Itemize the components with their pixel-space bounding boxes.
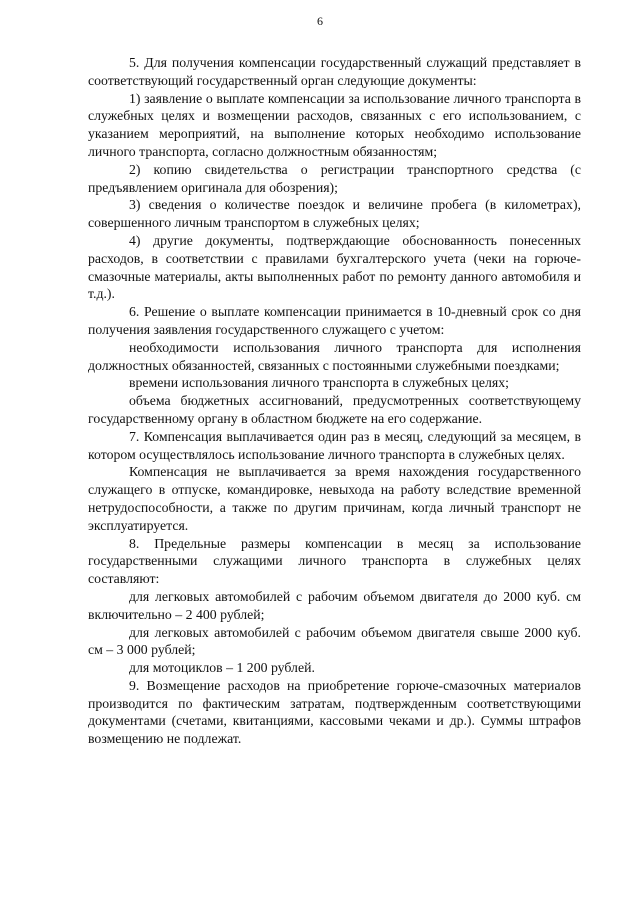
paragraph: для легковых автомобилей с рабочим объемом двигателя до 2000 куб. см включительно – 2 400 рублей; [88,588,581,622]
paragraph: для легковых автомобилей с рабочим объемом двигателя свыше 2000 куб. см – 3 000 рублей; [88,624,581,658]
paragraph: времени использования личного транспорта в служебных целях; [129,375,509,391]
paragraph: Компенсация не выплачивается за время нахождения государственного служащего в отпуске, командировке, невыхода на работу вследствие временной нетрудоспособности, а также по другим причинам, когда личный транспорт не эксплуатируется. [88,464,581,533]
paragraph: 9. Возмещение расходов на приобретение горюче-смазочных материалов производится по фактическим затратам, подтвержденным соответствующими документами (счетами, квитанциями, кассовыми чеками и др.). Суммы штрафов возмещению не подлежат. [88,677,581,747]
paragraph: необходимости использования личного транспорта для исполнения должностных обязанностей, связанных с постоянными служебными поездками; [88,339,581,373]
paragraph: объема бюджетных ассигнований, предусмотренных соответствующему государственному органу в областном бюджете на его содержание. [88,393,581,426]
paragraph: 5. Для получения компенсации государственный служащий представляет в соответствующий государственный орган следующие документы: [88,55,581,88]
paragraph: 6. Решение о выплате компенсации принимается в 10-дневный срок со дня получения заявления государственного служащего с учетом: [88,304,581,337]
paragraph: 7. Компенсация выплачивается один раз в месяц, следующий за месяцем, в котором осуществлялось использование личного транспорта в служебных целях. [88,428,581,462]
paragraph: 2) копию свидетельства о регистрации транспортного средства (с предъявлением оригинала для обозрения); [88,161,581,195]
paragraph: 3) сведения о количестве поездок и величине пробега (в километрах), совершенного личным транспортом в служебных целях; [88,197,581,231]
paragraph: 4) другие документы, подтверждающие обоснованность понесенных расходов, в соответствии с правилами бухгалтерского учета (чеки на горюче-смазочные материалы, акты выполненных работ по ремонту данного автомобиля и т.д.). [88,232,581,302]
paragraph: для мотоциклов – 1 200 рублей. [129,660,315,676]
paragraph: 8. Предельные размеры компенсации в месяц за использование государственными служащими личного транспорта в служебных целях составляют: [88,535,581,587]
document-body [88,54,581,748]
page-number: 6 [317,14,323,28]
paragraph: 1) заявление о выплате компенсации за использование личного транспорта в служебных целях и возмещении расходов, связанных с его использованием, с указанием мероприятий, на выполнение которых необходимо использование личного транспорта, согласно должностным обязанностям; [88,90,581,159]
